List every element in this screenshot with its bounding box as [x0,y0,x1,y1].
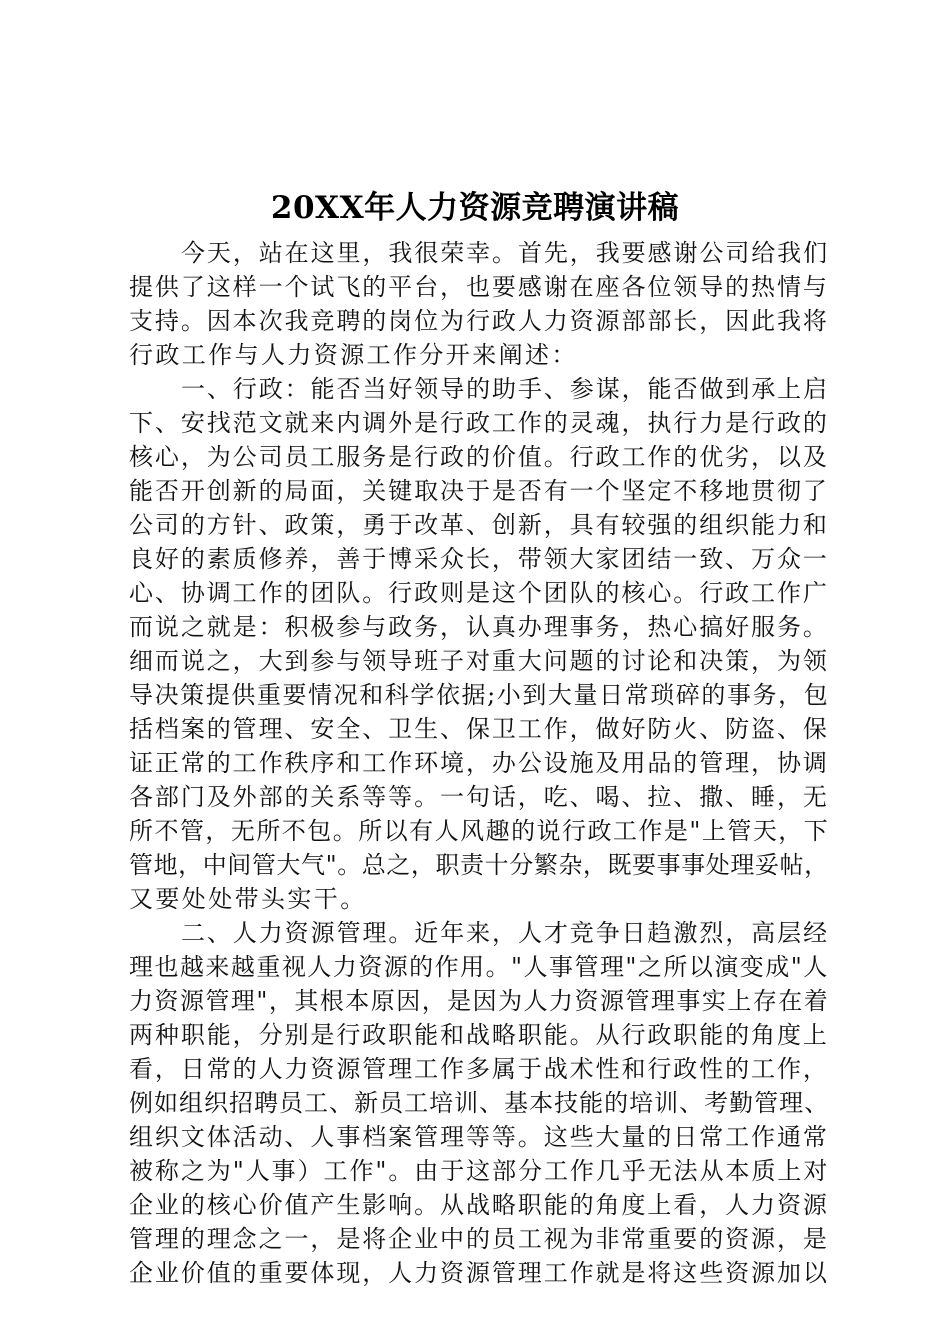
text-line: 核心，为公司员工服务是行政的价值。行政工作的优劣，以及 [129,443,829,471]
text-line: 导决策提供重要情况和科学依据;小到大量日常琐碎的事务，包 [129,681,830,709]
document-body [129,236,829,1290]
text-line: 支持。因本次我竞聘的岗位为行政人力资源部部长，因此我将 [129,307,829,335]
text-line: 细而说之，大到参与领导班子对重大问题的讨论和决策，为领 [129,647,829,675]
text-line: 下、安找范文就来内调外是行政工作的灵魂，执行力是行政的 [129,409,829,437]
text-line: 力资源管理"，其根本原因，是因为人力资源管理事实上存在着 [129,987,830,1015]
text-line: 心、协调工作的团队。行政则是这个团队的核心。行政工作广 [129,579,829,607]
text-line: 能否开创新的局面，关键取决于是否有一个坚定不移地贯彻了 [129,477,829,505]
text-line: 又要处处带头实干。 [129,885,367,913]
text-line: 被称之为"人事）工作"。由于这部分工作几乎无法从本质上对 [129,1157,830,1185]
text-line: 二、人力资源管理。近年来，人才竞争日趋激烈，高层经 [181,919,829,947]
text-line: 良好的素质修养，善于博采众长，带领大家团结一致、万众一 [129,545,829,573]
document-title: 20XX年人力资源竞聘演讲稿 [270,190,680,226]
text-line: 看，日常的人力资源管理工作多属于战术性和行政性的工作， [129,1055,829,1083]
text-line: 证正常的工作秩序和工作环境，办公设施及用品的管理，协调 [129,749,829,777]
text-line: 各部门及外部的关系等等。一句话，吃、喝、拉、撒、睡，无 [129,783,829,811]
text-line: 理也越来越重视人力资源的作用。"人事管理"之所以演变成"人 [129,953,829,981]
text-line: 而说之就是：积极参与政务，认真办理事务，热心搞好服务。 [129,613,829,641]
text-line: 行政工作与人力资源工作分开来阐述： [129,341,578,369]
text-line: 所不管，无所不包。所以有人风趣的说行政工作是"上管天，下 [129,817,830,845]
text-line: 提供了这样一个试飞的平台，也要感谢在座各位领导的热情与 [129,273,829,301]
text-line: 企业的核心价值产生影响。从战略职能的角度上看，人力资源 [129,1191,829,1219]
text-line: 企业价值的重要体现，人力资源管理工作就是将这些资源加以 [129,1259,829,1287]
text-line: 两种职能，分别是行政职能和战略职能。从行政职能的角度上 [129,1021,829,1049]
text-line: 公司的方针、政策，勇于改革、创新，具有较强的组织能力和 [129,511,829,539]
text-line: 今天，站在这里，我很荣幸。首先，我要感谢公司给我们 [181,239,829,267]
text-line: 组织文体活动、人事档案管理等等。这些大量的日常工作通常 [129,1123,829,1151]
text-line: 一、行政：能否当好领导的助手、参谋，能否做到承上启 [181,375,829,403]
text-line: 例如组织招聘员工、新员工培训、基本技能的培训、考勤管理、 [129,1089,830,1117]
text-line: 括档案的管理、安全、卫生、保卫工作，做好防火、防盗、保 [129,715,829,743]
text-line: 管理的理念之一，是将企业中的员工视为非常重要的资源，是 [129,1225,829,1253]
text-line: 管地，中间管大气"。总之，职责十分繁杂，既要事事处理妥帖， [129,851,829,879]
